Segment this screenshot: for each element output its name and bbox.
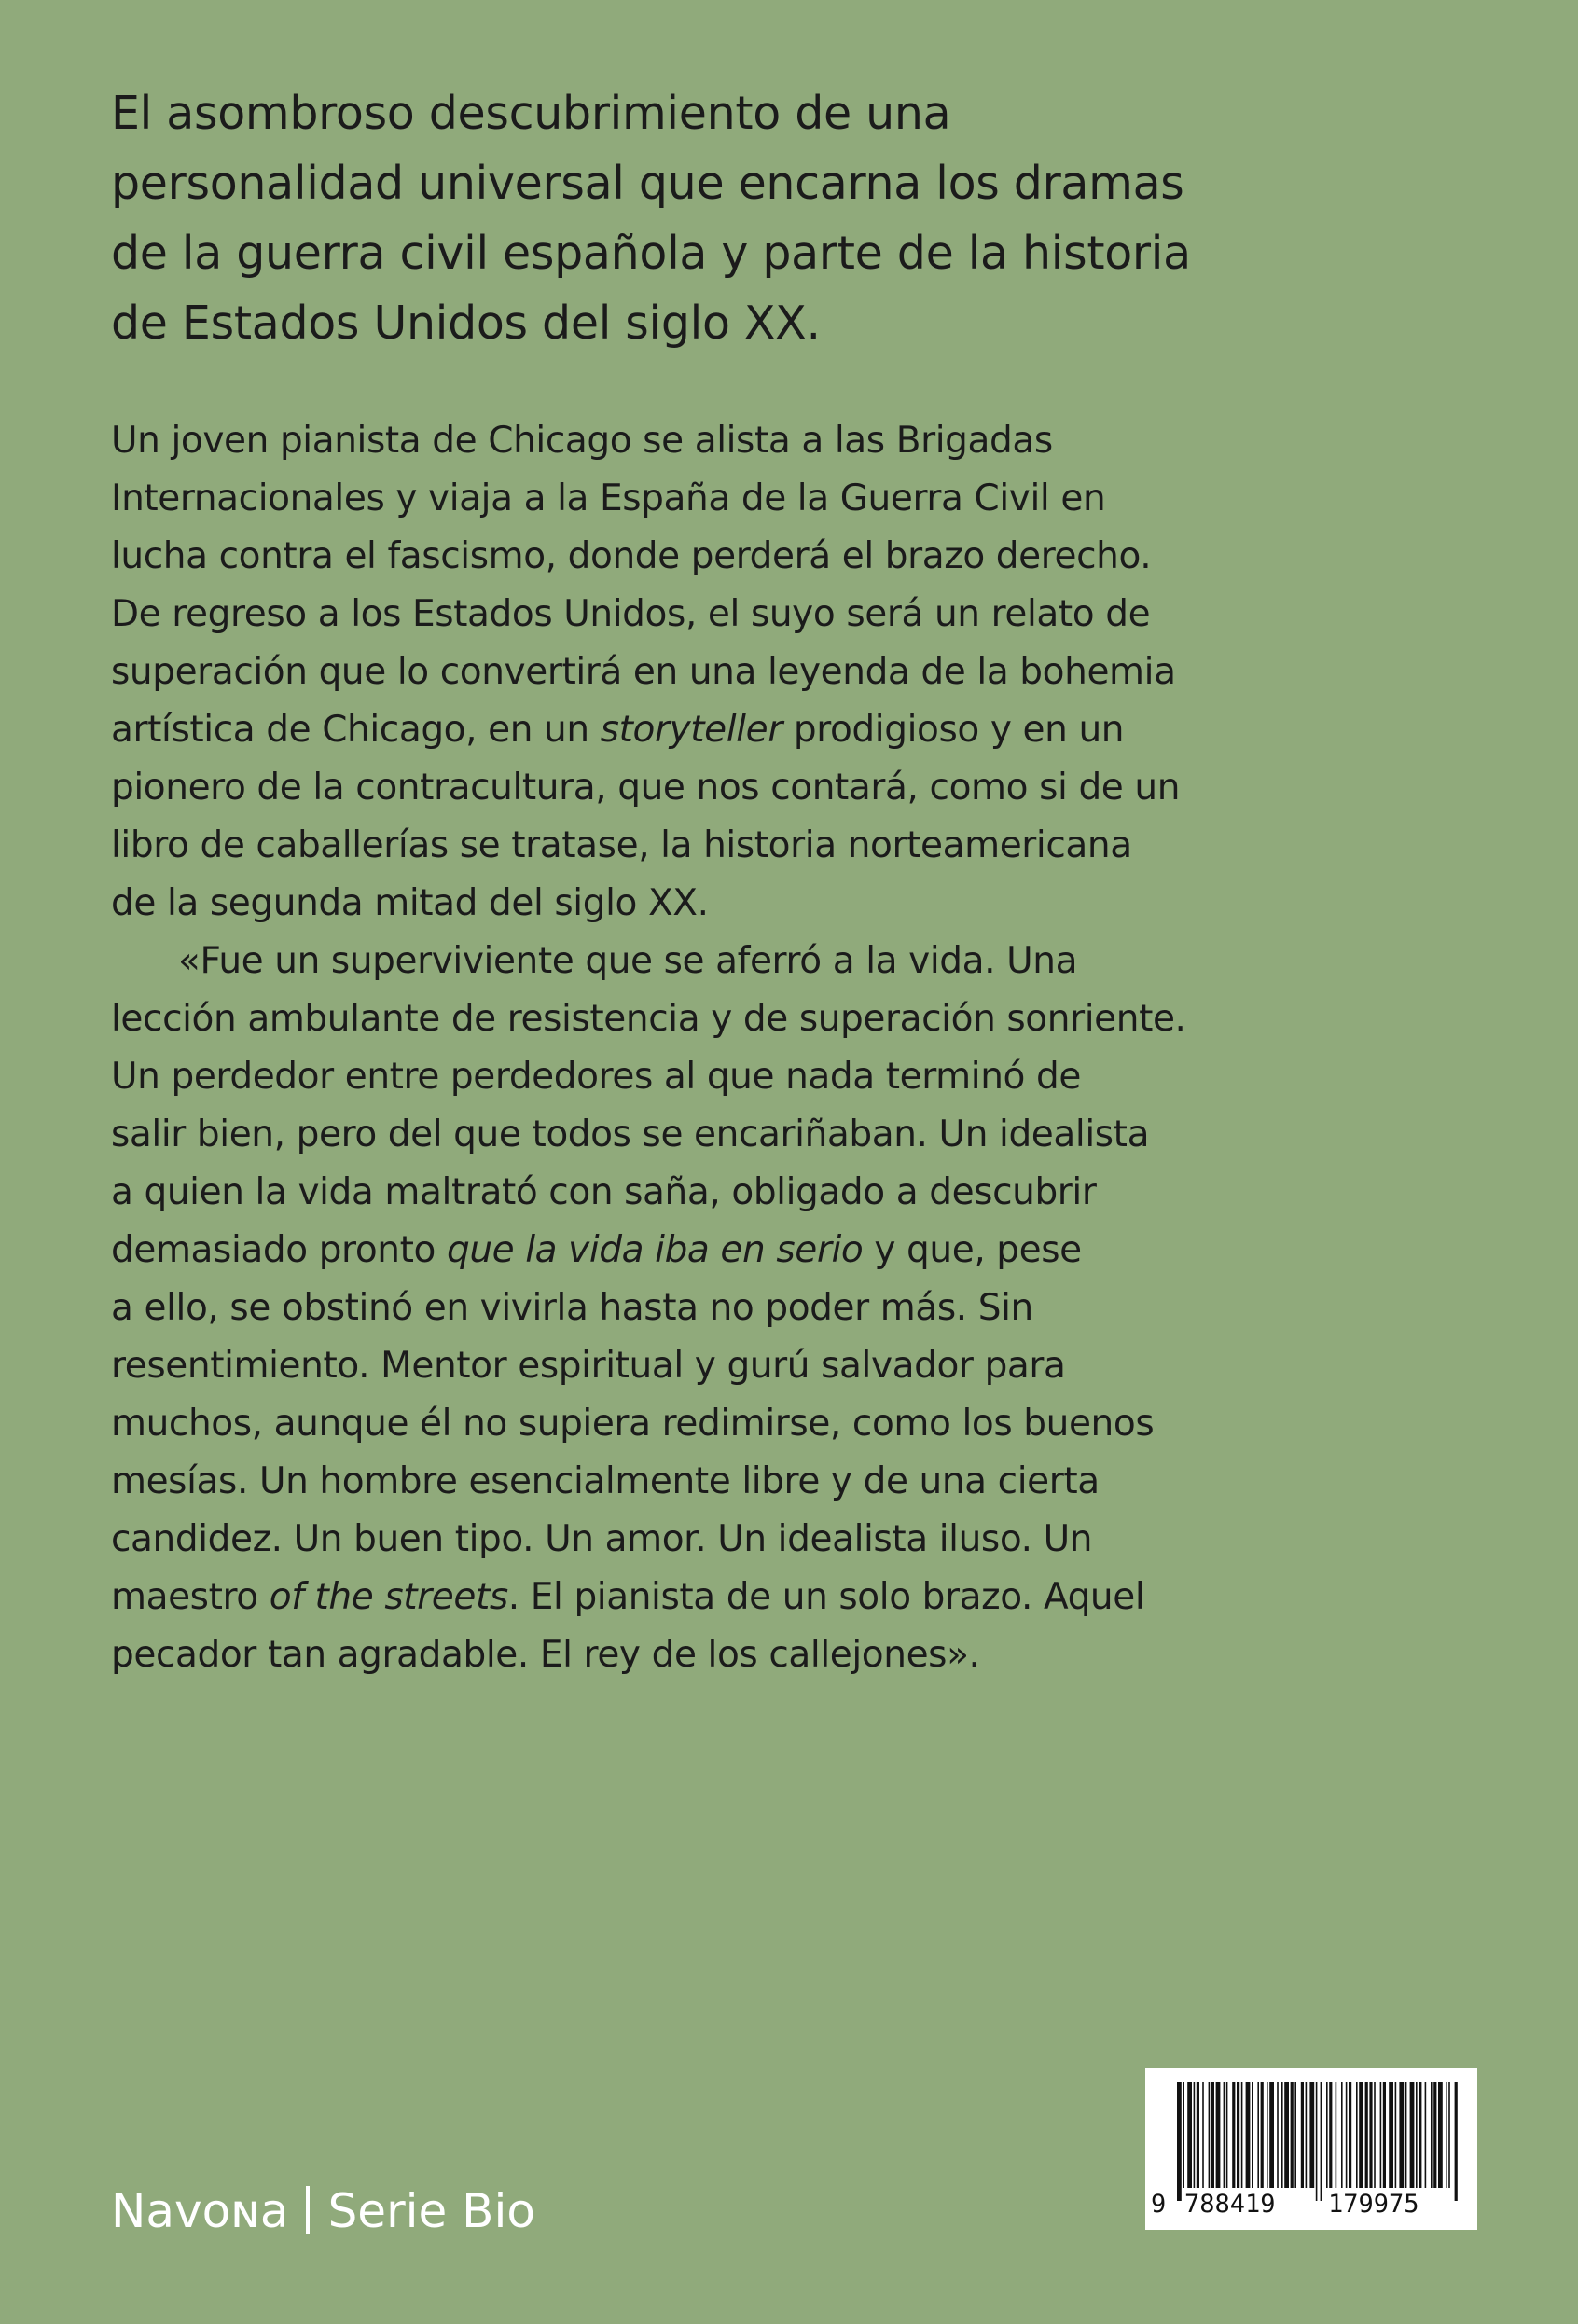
text-run: artística de Chicago, en un [111,709,601,751]
barcode-bar [1277,2082,1279,2188]
text-line: muchos, aunque él no supiera redimirse, como los buenos [111,1403,1155,1445]
text-line: Un joven pianista de Chicago se alista a las Brigadas [111,420,1053,462]
barcode-bar [1359,2082,1363,2188]
barcode-bar [1419,2082,1421,2188]
text-line: lección ambulante de resistencia y de superación sonriente. [111,998,1186,1040]
isbn-barcode [1145,2068,1477,2230]
barcode-bar [1216,2082,1221,2188]
barcode-digit-group: 788419 [1184,2190,1276,2219]
italic-term: of the streets [269,1576,508,1618]
footer-divider [306,2186,310,2234]
barcode-digit-group: 179975 [1328,2190,1419,2219]
barcode-bar [1349,2082,1351,2188]
text-run: prodigioso y en un [782,709,1125,751]
barcode-bar [1177,2082,1182,2201]
barcode-bar [1425,2082,1427,2188]
text-line [111,1222,1379,1280]
barcode-bar [1291,2082,1294,2188]
barcode-digit-group: 9 [1151,2190,1167,2219]
series-name: Serie Bio [327,2184,535,2238]
barcode-bar [1309,2082,1314,2188]
barcode-bar [1197,2082,1199,2188]
barcode-bar [1211,2082,1214,2188]
headline-line: El asombroso descubrimiento de una [111,87,951,140]
barcode-bar [1399,2082,1404,2188]
barcode-bar [1356,2082,1358,2188]
text-line: libro de caballerías se tratase, la historia norteamericana [111,824,1132,866]
text-line: De regreso a los Estados Unidos, el suyo será un relato de [111,593,1151,635]
barcode-bar [1410,2082,1415,2188]
text-line: lucha contra el fascismo, donde perderá el brazo derecho. [111,535,1152,577]
text-line [111,1569,1379,1626]
barcode-bar [1316,2082,1318,2201]
barcode-bar [1241,2082,1243,2188]
text-line: candidez. Un buen tipo. Un amor. Un idealista iluso. Un [111,1518,1093,1560]
barcode-bar [1232,2082,1235,2188]
barcode-bar [1389,2082,1393,2188]
barcode-bar [1374,2082,1376,2188]
text-run: maestro [111,1576,270,1618]
barcode-bar [1405,2082,1407,2188]
text-line: «Fue un superviviente que se aferró a la vida. Una [178,940,1078,982]
barcode-bar [1306,2082,1308,2188]
text-line: mesías. Un hombre esencialmente libre y de una cierta [111,1460,1100,1502]
barcode-digits [1145,2190,1477,2225]
barcode-bar [1395,2082,1397,2188]
synopsis [111,412,1379,1684]
headline-line: personalidad universal que encarna los dramas [111,157,1184,210]
barcode-bar [1202,2082,1204,2188]
publisher-logo: Navoɴa [111,2184,289,2238]
text-line: Un perdedor entre perdedores al que nada terminó de [111,1056,1081,1098]
barcode-bar [1321,2082,1322,2201]
barcode-bar [1226,2082,1228,2188]
barcode-bar [1187,2082,1192,2188]
barcode-bar [1446,2082,1447,2188]
text-line: a ello, se obstinó en vivirla hasta no poder más. Sin [111,1287,1033,1329]
publisher-footer [111,2179,535,2244]
barcode-bar [1252,2082,1253,2188]
barcode-bar [1284,2082,1289,2188]
barcode-bar [1246,2082,1251,2188]
text-line: pionero de la contracultura, que nos contará, como si de un [111,767,1181,809]
barcode-bar [1365,2082,1368,2188]
text-line: a quien la vida maltrató con saña, obligado a descubrir [111,1171,1097,1213]
barcode-bar [1281,2082,1283,2188]
barcode-bar [1380,2082,1382,2188]
barcode-bar [1209,2082,1211,2188]
barcode-bar [1326,2082,1328,2188]
barcode-bar [1237,2082,1239,2188]
barcode-bar [1183,2082,1184,2188]
barcode-bar [1448,2082,1450,2188]
barcode-bar [1336,2082,1337,2188]
barcode-bar [1224,2082,1225,2188]
text-line [111,701,1379,759]
synopsis-paragraph-1 [111,412,1379,933]
barcode-bar [1267,2082,1268,2188]
headline [111,78,1295,358]
text-line: resentimiento. Mentor espiritual y gurú salvador para [111,1345,1066,1387]
barcode-bar [1431,2082,1433,2188]
text-run: demasiado pronto [111,1229,447,1271]
text-run: y que, pese [863,1229,1082,1271]
text-line: superación que lo convertirá en una leyenda de la bohemia [111,651,1176,693]
barcode-bar [1346,2082,1348,2188]
barcode-bar [1329,2082,1332,2188]
barcode-bar [1301,2082,1304,2188]
text-line: pecador tan agradable. El rey de los callejones». [111,1634,980,1676]
headline-line: de la guerra civil española y parte de la historia [111,227,1191,280]
barcode-bar [1194,2082,1196,2188]
text-line: Internacionales y viaja a la España de la Guerra Civil en [111,477,1106,519]
barcode-bar [1261,2082,1264,2188]
barcode-bar [1294,2082,1296,2188]
text-line: salir bien, pero del que todos se encariñaban. Un idealista [111,1114,1150,1155]
barcode-bar [1455,2082,1458,2201]
headline-line: de Estados Unidos del siglo XX. [111,297,821,350]
barcode-bar [1369,2082,1372,2188]
barcode-bar [1269,2082,1274,2188]
barcode-bar [1416,2082,1418,2188]
synopsis-paragraph-2 [111,933,1379,1684]
barcode-bar [1438,2082,1443,2188]
barcode-bar [1341,2082,1343,2188]
barcode-bar [1383,2082,1386,2188]
italic-term: storyteller [600,709,782,751]
barcode-bar [1257,2082,1259,2188]
barcode-bar [1433,2082,1436,2188]
italic-term: que la vida iba en serio [446,1229,864,1271]
text-line: de la segunda mitad del siglo XX. [111,882,709,924]
text-run: . El pianista de un solo brazo. Aquel [507,1576,1145,1618]
